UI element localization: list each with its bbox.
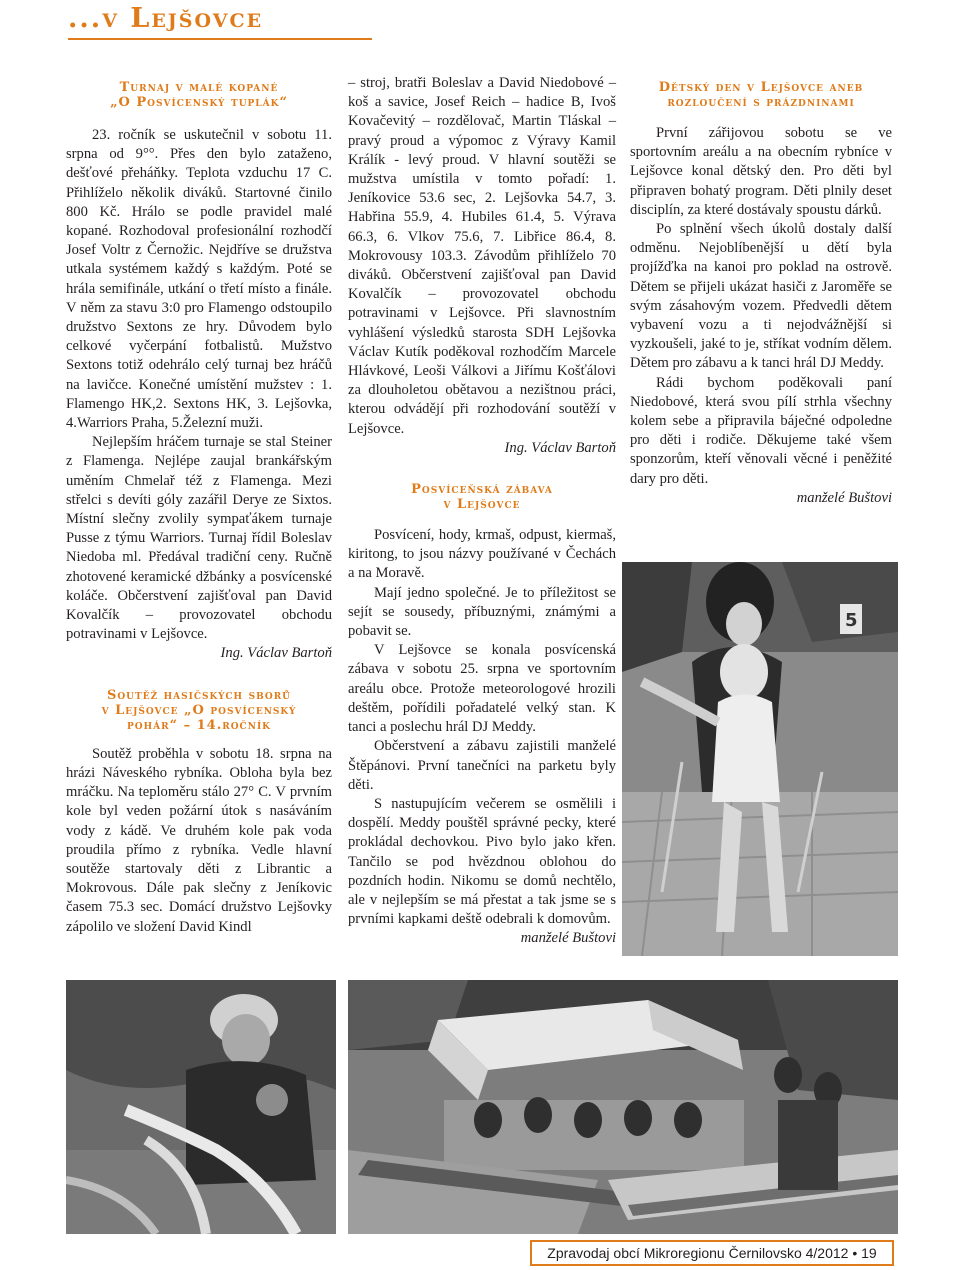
- author-signature: manželé Buštovi: [520, 930, 616, 947]
- article-paragraph: Posvícení, hody, krmaš, odpust, kiermaš, kiritong, to jsou názvy používané v Čechách a na Moravě.: [348, 527, 616, 582]
- column-2: [348, 70, 616, 949]
- footer-page-info: Zpravodaj obcí Mikroregionu Černilovsko 4/2012 • 19: [530, 1240, 894, 1266]
- author-signature: manželé Buštovi: [796, 489, 892, 506]
- heading-line: Dětský den v Lejšovce aneb: [658, 80, 864, 95]
- photo-feast-tent-image: [348, 980, 898, 1234]
- heading-feast-party: [348, 482, 616, 512]
- article-paragraph: S nastupujícím večerem se osmělili i dospělí. Meddy pouštěl správné pecky, které prokládal dechovkou. Pivo bylo jako křen. Tančilo se pod hvězdnou oblohou do pozdních hodin. Nikomu se domů nechtělo, ale v nejlepším se má přestat a tak jsme se s prvními kapkami deště odebrali k domovům.: [348, 795, 616, 928]
- article-paragraph: V Lejšovce se konala posvícenská zábava v sobotu 25. srpna ve sportovním areálu obce. Protože meteorologové hrozili deštěm, pořídili pořadatelé velký stan. K tanci a poslechu hrál DJ Meddy.: [348, 642, 616, 736]
- heading-line: Turnaj v malé kopané: [119, 80, 279, 95]
- article-paragraph: 23. ročník se uskutečnil v sobotu 11. srpna od 9°°. Přes den bylo zataženo, dešťové přeháňky. Teplota vzduchu 17 C. Přihlíželo několik diváků. Startovné činilo 800 Kč. Hrálo se podle pravidel malé kopané. Rozhodoval profesionální rozhodčí Josef Voltr z Černožic. Nejdříve se družstva utkala systémem každý s každým. Poté se hrála semifinále, utkání o třetí místo a finále. V něm za stavu 3:0 pro Flamengo odstoupilo družstvo Sextons ze hry. Důvodem bylo celkové vyčerpání fotbalistů. Mužstvo Sextons totiž odehrálo celý turnaj bez hráčů na lavičce. Konečné umístění mužstev : 1. Flamengo HK,2. Sextons HK, 3. Lejšovka, 4.Warriors Praha, 5.Železní muži.: [66, 127, 332, 432]
- photo-firefighter-image: [66, 980, 336, 1234]
- article-paragraph: – stroj, bratři Boleslav a David Niedobové – koš a savice, Josef Reich – hadice B, Ivoš Kovačevitý – rozdělovač, Martin Tláskal – pravý proud a výpomoc z Výravy Kamil Králík - levý proud. V hlavní soutěži se mužstva umístila v tomto pořadí: 1. Jeníkovice 53.6 sec, 2. Lejšovka 54.7, 3. Habřina 55.9, 4. Hubiles 61.4, 5. Výrava 66.3, 6. Vlkov 75.6, 7. Libřice 86.4, 8. Mokrovousy 103.3. Závodům přihlíželo 70 diváků. Občerstvení zajišťoval pan David Kovalčík – provozovatel obchodu potravinami v Lejšovce. Při slavnostním vyhlášení výsledků starosta SDH Lejšovka Václav Kutík poděkoval rozhodčím Marcele Hlávkové, Leoši Válkovi a Jiřímu Košťálovi za dlouholetou obětavou a nezištnou práci, kterou odvádějí při rozhodování soutěží v Lejšovce.: [348, 75, 616, 437]
- number-sign-text: 5: [845, 610, 858, 631]
- title-underline: [68, 38, 372, 40]
- heading-firefighter-contest: [66, 688, 332, 733]
- article-paragraph: Po splnění všech úkolů dostaly další odměnu. Nejoblíbenější u dětí byla projížďka na kanoi pro poklad na ostrově. Dětem se přijeli ukázat hasiči z Jaroměře se svým zásahovým vozem. Předvedli dětem vybavení vozu a ti nejodvážnější si vyzkoušeli, jaké to je, stříkat vodním dělem. Dětem pro zábavu a k tanci hrál DJ Meddy.: [630, 221, 892, 372]
- heading-line: v Lejšovce: [443, 497, 521, 513]
- heading-football-tournament: [66, 80, 332, 110]
- page-header: [68, 2, 372, 40]
- heading-line: rozloučení s prázdninami: [667, 95, 855, 110]
- article-paragraph: Rádi bychom poděkovali paní Niedobové, která svou pílí strhla všechny kolem sebe a připravila báječné odpoledne pro děti i rodiče. Děkujeme také všem sponzorům, kteří věnovali věcné i peněžité dary pro děti.: [630, 374, 892, 487]
- heading-line: v Lejšovce „O posvícenský: [101, 702, 297, 718]
- author-signature: Ing. Václav Bartoň: [504, 439, 616, 456]
- photo-feast-tent: [348, 980, 898, 1234]
- article-paragraph: Občerstvení a zábavu zajistili manželé Štěpánovi. První tanečníci na parketu byly děti.: [348, 738, 616, 793]
- article-paragraph: Mají jedno společné. Je to příležitost se sejít se sousedy, příbuznými, známými a pobavit se.: [348, 584, 616, 640]
- column-1: [66, 70, 332, 937]
- photo-childrens-day: [622, 562, 898, 956]
- page-title: ...v Lejšovce: [68, 3, 264, 34]
- author-signature: Ing. Václav Bartoň: [220, 645, 332, 662]
- article-paragraph: Soutěž proběhla v sobotu 18. srpna na hrázi Náveského rybníka. Obloha byla bez mráčku. Na teploměru stálo 27° C. V prvním kole byl veden požární útok s nasáváním vody z kádě. Ve druhém kole pak voda proudila přímo z rybníka. Vedle hlavní soutěže startovaly děti z Librantic a Mokrovous. Dále pak slečny z Jeníkovic časem 75.3 sec. Domácí družstvo Lejšovky zápolilo ve složení David Kindl: [66, 745, 332, 935]
- heading-line: Soutěž hasičských sborů: [106, 687, 292, 703]
- heading-line: „O Posvícenský tuplák“: [110, 95, 288, 110]
- heading-line: Posvíceňská zábava: [411, 482, 553, 498]
- article-paragraph: Nejlepším hráčem turnaje se stal Steiner z Flamenga. Nejlépe zaujal brankářským uměním Chmelař též z Flamenga. Mezi střelci s devíti góly zazářil Derye ze Sixtos. Místní slečny zvolily sympaťákem turnaje Pusse z týmu Warriors. Turnaj řídil Boleslav Niedoba ml. Předával tradiční ceny. Ručně zhotovené keramické džbánky a posvícenské koláče. Občerstvení zajišťoval pan David Kovalčík – provozovatel obchodu potravinami v Lejšovce.: [66, 434, 332, 643]
- article-paragraph: První zářijovou sobotu se ve sportovním areálu a na obecním rybníce v Lejšovce konal dětský den. Pro děti byl připraven bohatý program. Děti plnily deset disciplín, za které dostávaly spoustu dárků.: [630, 125, 892, 218]
- heading-line: pohár“ – 14.ročník: [127, 717, 271, 733]
- photo-childrens-day-image: [622, 562, 898, 956]
- heading-childrens-day: [630, 80, 892, 110]
- column-3: [630, 70, 892, 508]
- photo-firefighter: [66, 980, 336, 1234]
